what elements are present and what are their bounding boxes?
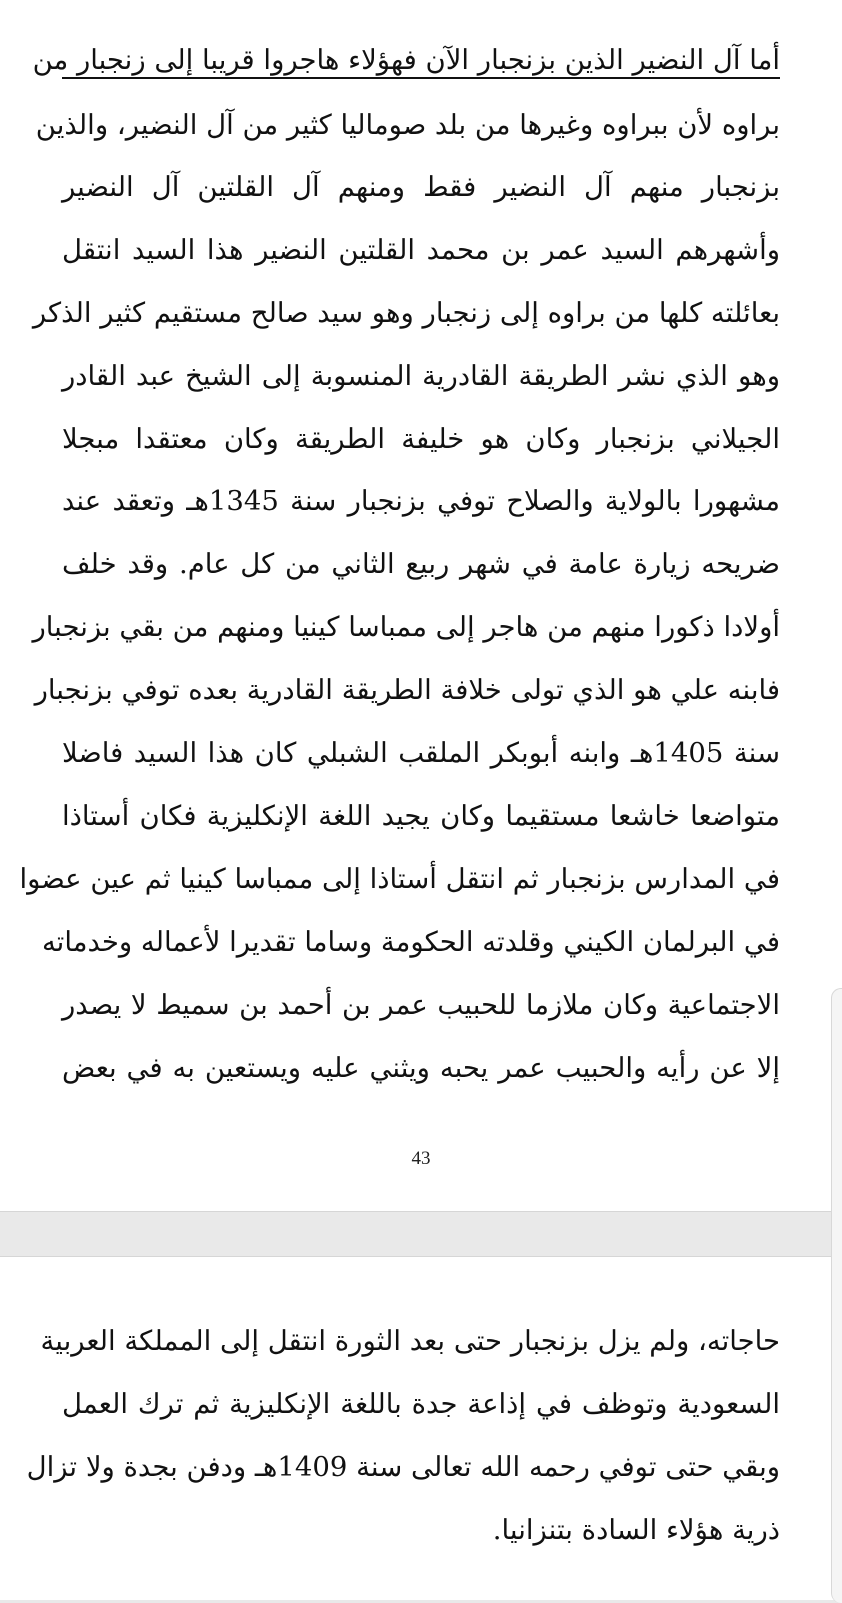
text-line: مشهورا بالولاية والصلاح توفي بزنجبار سنة 1345هـ وتعقد عند (62, 485, 780, 517)
text-line: وأشهرهم السيد عمر بن محمد القلتين النضير هذا السيد انتقل (62, 234, 780, 266)
text-line: سنة 1405هـ وابنه أبوبكر الملقب الشبلي كان هذا السيد فاضلا (62, 737, 781, 769)
text-line: حاجاته، ولم يزل بزنجبار حتى بعد الثورة انتقل إلى المملكة العربية (40, 1325, 780, 1357)
text-line: أما آل النضير الذين بزنجبار الآن فهؤلاء هاجروا قريبا إلى زنجبار من (32, 44, 780, 76)
text-line: ذرية هؤلاء السادة بتنزانيا. (492, 1514, 780, 1546)
text-line: في المدارس بزنجبار ثم انتقل أستاذا إلى ممباسا كينيا ثم عين عضوا (19, 863, 780, 895)
text-line: في البرلمان الكيني وقلدته الحكومة وساما تقديرا لأعماله وخدماته (41, 926, 780, 958)
underline-mark (62, 77, 780, 79)
text-line: الجيلاني بزنجبار وكان هو خليفة الطريقة وكان معتقدا مبجلا (62, 423, 780, 455)
text-line: وهو الذي نشر الطريقة القادرية المنسوبة إلى الشيخ عبد القادر (62, 360, 780, 392)
scrollbar-thumb[interactable] (831, 988, 842, 1603)
text-line: الاجتماعية وكان ملازما للحبيب عمر بن أحمد بن سميط لا يصدر (62, 989, 780, 1021)
text-line: السعودية وتوظف في إذاعة جدة باللغة الإنكليزية ثم ترك العمل (62, 1388, 780, 1420)
text-line: فابنه علي هو الذي تولى خلافة الطريقة القادرية بعده توفي بزنجبار (34, 674, 780, 706)
text-line: إلا عن رأيه والحبيب عمر يحبه ويثني عليه ويستعين به في بعض (62, 1052, 780, 1084)
page-number: 43 (411, 1148, 431, 1169)
text-line: ضريحه زيارة عامة في شهر ربيع الثاني من كل عام. وقد خلف (62, 548, 780, 580)
text-line: بزنجبار منهم آل النضير فقط ومنهم آل القلتين آل النضير (62, 171, 780, 203)
document-page-44 (0, 1256, 842, 1600)
text-line: متواضعا خاشعا مستقيما وكان يجيد اللغة الإنكليزية فكان أستاذا (62, 800, 780, 832)
text-line: وبقي حتى توفي رحمه الله تعالى سنة 1409هـ ودفن بجدة ولا تزال (26, 1451, 780, 1483)
text-line: أولادا ذكورا منهم من هاجر إلى ممباسا كينيا ومنهم من بقي بزنجبار (32, 611, 780, 643)
text-line: بعائلته كلها من براوه إلى زنجبار وهو سيد صالح مستقيم كثير الذكر (32, 297, 780, 329)
text-line: براوه لأن ببراوه وغيرها من بلد صوماليا كثير من آل النضير، والذين (35, 109, 780, 141)
